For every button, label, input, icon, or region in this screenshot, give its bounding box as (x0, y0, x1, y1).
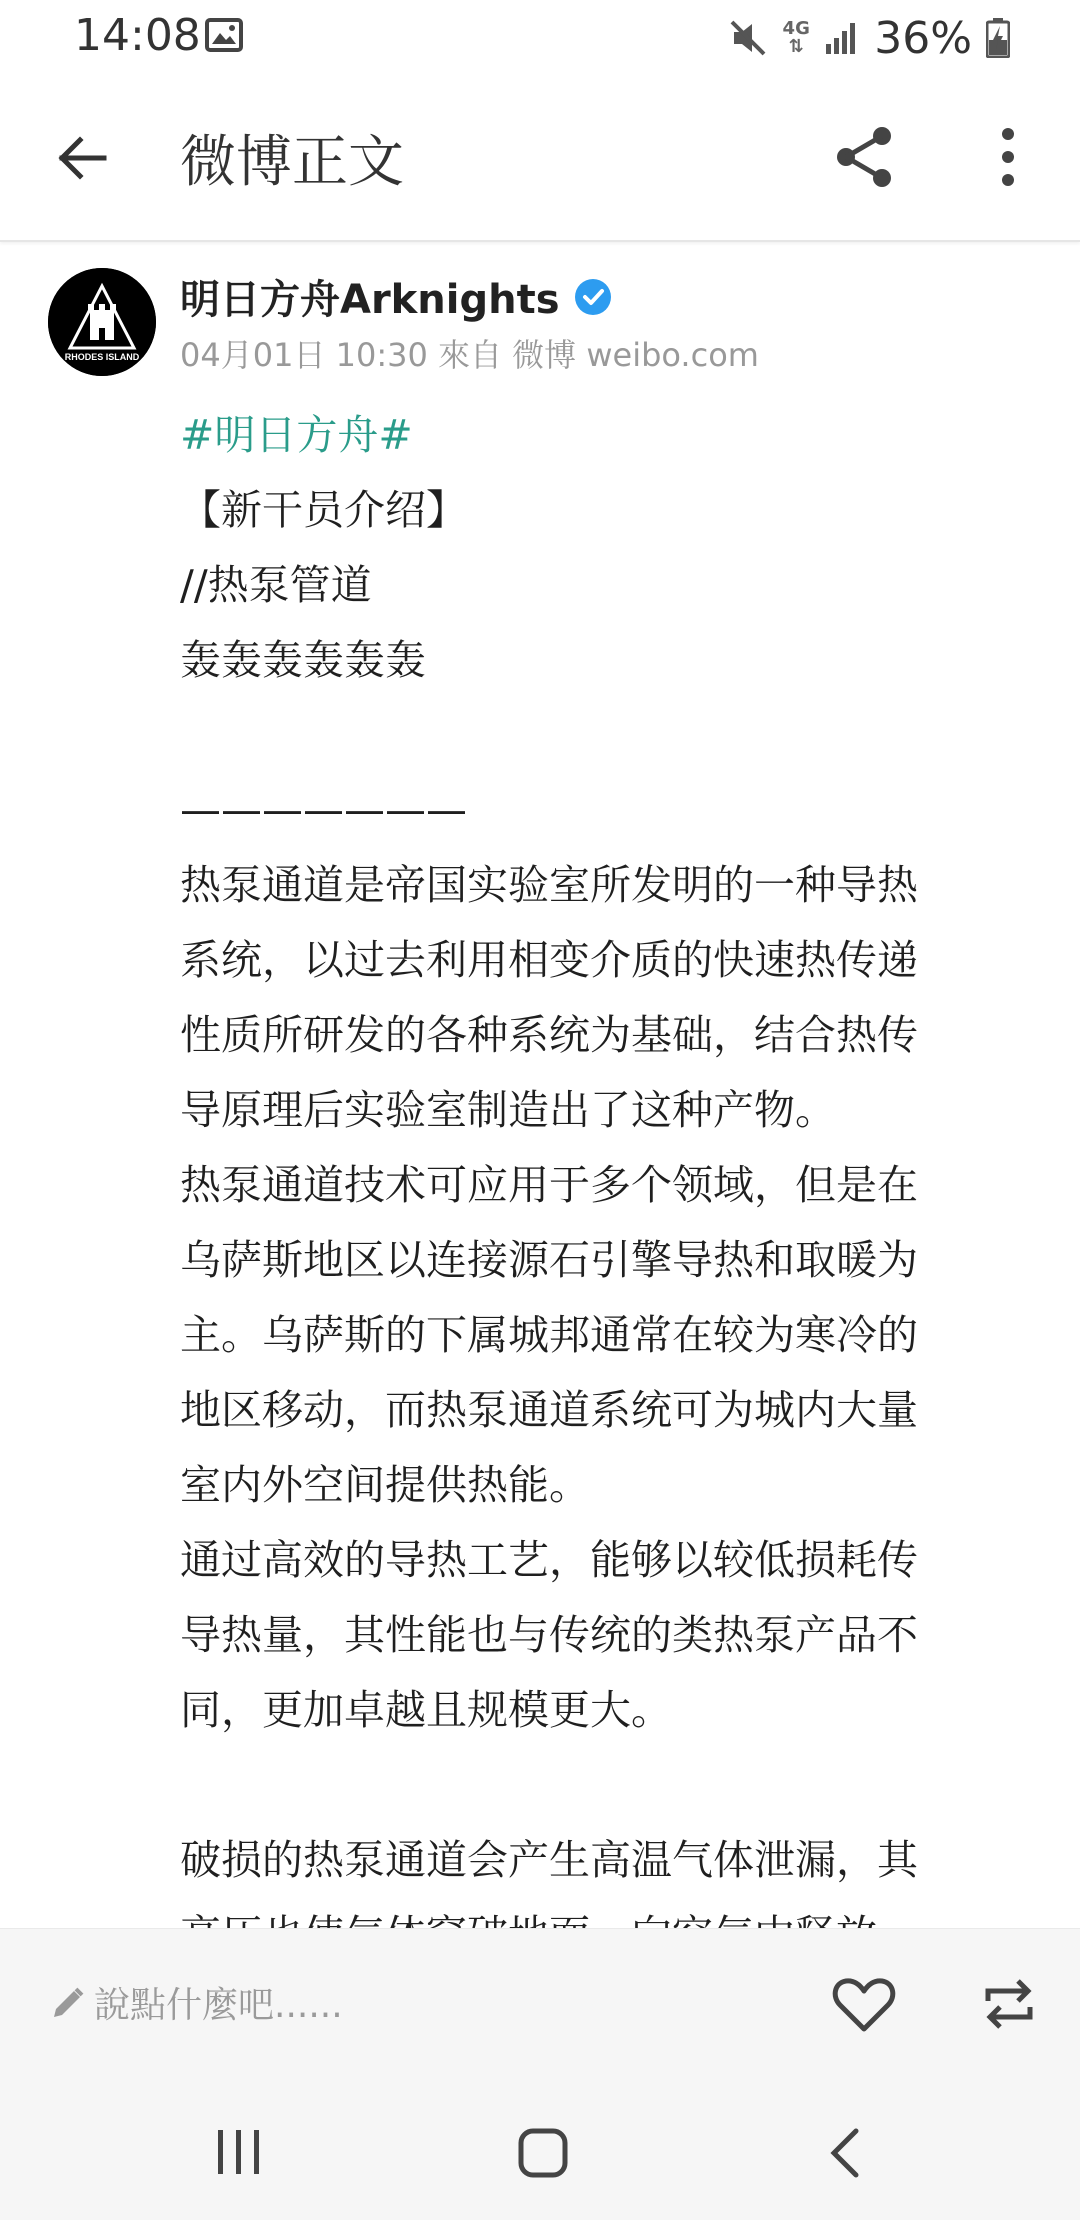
bottom-action-bar (0, 1928, 1080, 2083)
post-line: ——————— (180, 786, 467, 834)
post-line: 同，更加卓越且规模更大。 (180, 1686, 672, 1734)
recent-apps-icon[interactable] (216, 2128, 262, 2176)
like-heart-icon[interactable] (832, 1973, 896, 2037)
post-line: 乌萨斯地区以连接源石引擎导热和取暖为 (180, 1236, 918, 1284)
avatar-logo-text: RHODES ISLAND (64, 352, 140, 362)
post-line: 通过高效的导热工艺，能够以较低损耗传 (180, 1536, 918, 1584)
image-notification-icon (205, 18, 243, 56)
author-avatar[interactable] (48, 268, 156, 376)
back-arrow-icon[interactable] (52, 128, 112, 188)
post-line (180, 698, 1020, 773)
app-bar (0, 74, 1080, 242)
post-line: //热泵管道 (180, 561, 372, 609)
post-line: 破损的热泵通道会产生高温气体泄漏，其 (180, 1836, 918, 1884)
post-meta: 04月01日 10:30 來自 微博 weibo.com (180, 336, 759, 374)
system-nav-bar (0, 2082, 1080, 2220)
battery-charging-icon (986, 18, 1010, 58)
post-line: 热泵通道技术可应用于多个领域，但是在 (180, 1161, 918, 1209)
post-line: 地区移动，而热泵通道系统可为城内大量 (180, 1386, 918, 1434)
post-line: 轰轰轰轰轰轰 (180, 636, 426, 684)
battery-percent: 36% (874, 12, 972, 64)
post-line: 系统，以过去利用相变介质的快速热传递 (180, 936, 918, 984)
post-line: 热泵通道是帝国实验室所发明的一种导热 (180, 861, 918, 909)
comment-placeholder: 說點什麼吧...... (94, 1985, 343, 2026)
post-line (180, 1748, 1020, 1823)
post-line: 【新干员介绍】 (180, 486, 467, 534)
post-line: 主。乌萨斯的下属城邦通常在较为寒冷的 (180, 1311, 918, 1359)
hashtag-link[interactable]: #明日方舟# (180, 411, 413, 459)
pencil-icon (50, 1985, 86, 2021)
comment-input[interactable] (50, 1977, 343, 2028)
author-row (180, 268, 612, 325)
status-right (728, 8, 1010, 68)
post-line: 室内外空间提供热能。 (180, 1461, 590, 1509)
home-icon[interactable] (518, 2128, 568, 2178)
post-line: 导原理后实验室制造出了这种产物。 (180, 1086, 836, 1134)
page-title: 微博正文 (180, 130, 404, 195)
network-4g-label: 4G ⇅ (782, 18, 810, 57)
repost-icon[interactable] (980, 1975, 1038, 2033)
verified-badge-icon (574, 278, 612, 316)
post-line: 性质所研发的各种系统为基础，结合热传 (180, 1011, 918, 1059)
share-icon[interactable] (830, 122, 900, 192)
status-bar (0, 0, 1080, 74)
nav-back-icon[interactable] (826, 2128, 862, 2178)
post-line: 导热量，其性能也与传统的类热泵产品不 (180, 1611, 918, 1659)
post-content (180, 398, 1020, 1973)
status-time: 14:08 (74, 10, 201, 61)
more-options-icon[interactable] (990, 122, 1026, 192)
signal-icon (824, 20, 860, 56)
author-name[interactable]: 明日方舟Arknights (180, 277, 560, 323)
mute-icon (728, 18, 768, 58)
